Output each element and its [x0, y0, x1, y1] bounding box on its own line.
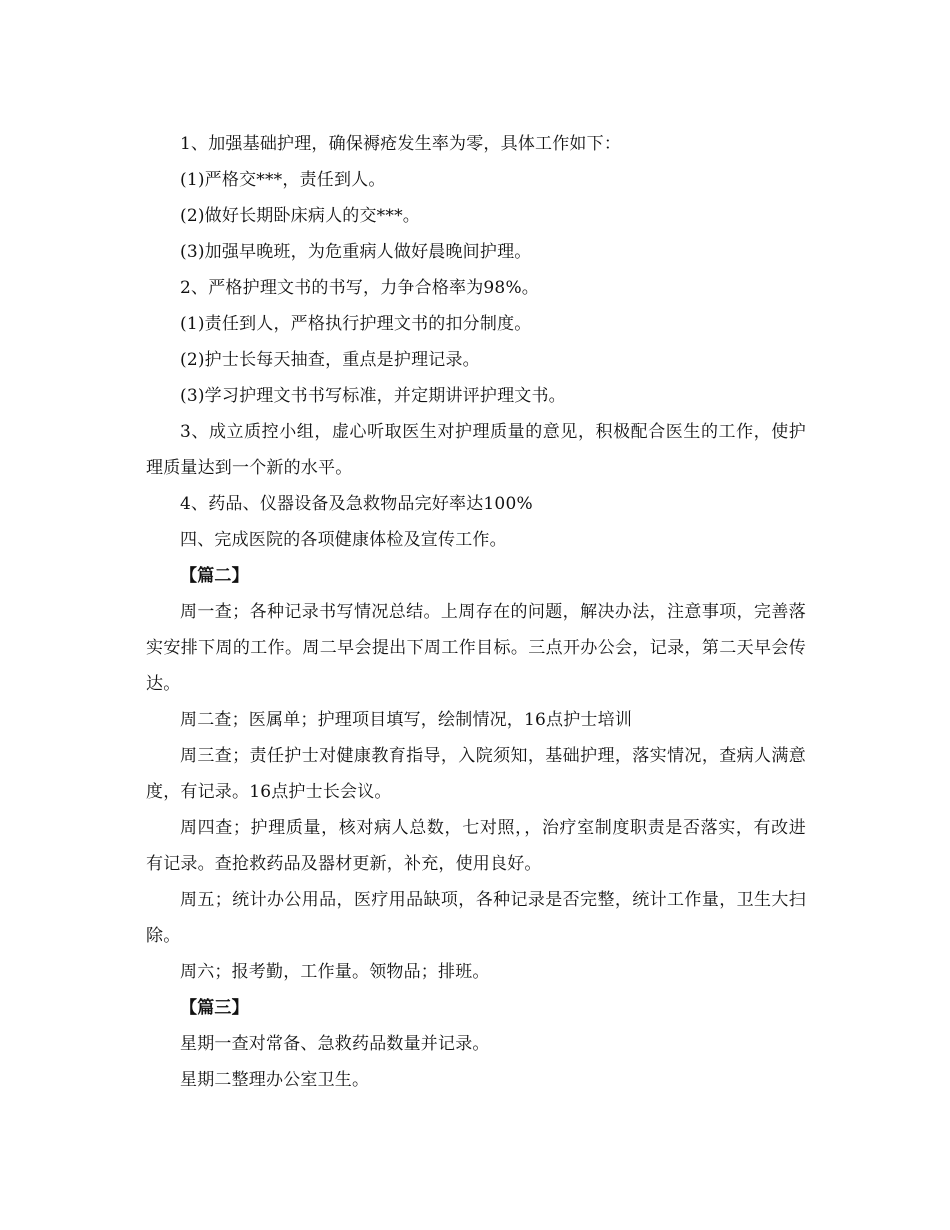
paragraph-8: (3)学习护理文书书写标准，并定期讲评护理文书。: [180, 386, 566, 406]
paragraph-15: 周三查；责任护士对健康教育指导，入院须知，基础护理，落实情况，查病人满意度，有记录。16点护士长会议。: [146, 746, 806, 802]
paragraph-18: 周六；报考勤，工作量。领物品；排班。: [180, 962, 490, 982]
section-heading-2: 【篇二】: [180, 566, 249, 586]
paragraph-7: (2)护士长每天抽查，重点是护理记录。: [180, 350, 480, 370]
paragraph-9: 3、成立质控小组，虚心听取医生对护理质量的意见，积极配合医生的工作，使护理质量达到一个新的水平。: [146, 422, 806, 478]
paragraph-16: 周四查；护理质量，核对病人总数，七对照，，治疗室制度职责是否落实，有改进有记录。查抢救药品及器材更新，补充，使用良好。: [146, 818, 806, 874]
paragraph-21: 星期二整理办公室卫生。: [180, 1070, 370, 1090]
paragraph-2: (1)严格交***，责任到人。: [180, 170, 386, 190]
paragraph-4: (3)加强早晚班，为危重病人做好晨晚间护理。: [180, 242, 532, 262]
paragraph-6: (1)责任到人，严格执行护理文书的扣分制度。: [180, 314, 532, 334]
section-heading-3: 【篇三】: [180, 998, 249, 1018]
paragraph-3: (2)做好长期卧床病人的交***。: [180, 206, 420, 226]
paragraph-14: 周二查；医属单；护理项目填写，绘制情况，16点护士培训: [180, 710, 633, 730]
paragraph-20: 星期一查对常备、急救药品数量并记录。: [180, 1034, 490, 1054]
paragraph-13: 周一查；各种记录书写情况总结。上周存在的问题，解决办法，注意事项，完善落实安排下周的工作。周二早会提出下周工作目标。三点开办公会，记录，第二天早会传达。: [146, 602, 806, 694]
document-page: [146, 126, 806, 1098]
paragraph-17: 周五；统计办公用品，医疗用品缺项，各种记录是否完整，统计工作量，卫生大扫除。: [146, 890, 806, 946]
paragraph-10: 4、药品、仪器设备及急救物品完好率达100%: [180, 494, 533, 514]
paragraph-11: 四、完成医院的各项健康体检及宣传工作。: [180, 530, 507, 550]
paragraph-1: 1、加强基础护理，确保褥疮发生率为零，具体工作如下：: [180, 134, 622, 154]
paragraph-5: 2、严格护理文书的书写，力争合格率为98%。: [180, 278, 540, 298]
